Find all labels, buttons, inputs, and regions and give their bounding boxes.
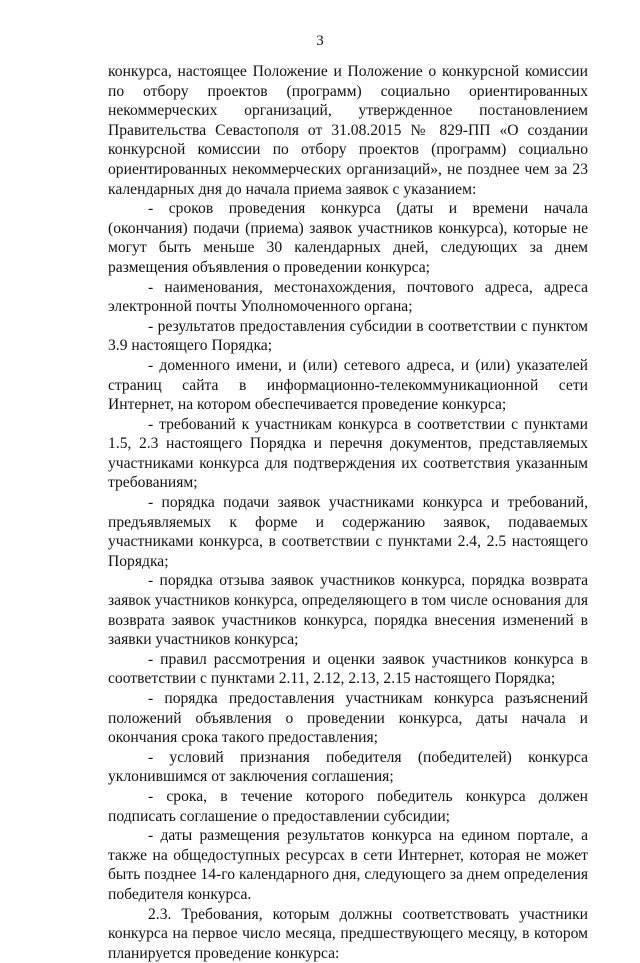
list-item: - даты размещения результатов конкурса на едином портале, а также на общедоступных ресурсах в сети Интернет, которая не может быть позднее 14-го календарного дня, следующего за днем определения победителя конкурса. xyxy=(108,827,588,903)
list-item: - срока, в течение которого победитель конкурса должен подписать соглашение о предоставлении субсидии; xyxy=(108,787,588,825)
list-item: - порядка отзыва заявок участников конкурса, порядка возврата заявок участников конкурса, определяющего в том числе основания для возврата заявок участников конкурса, порядка внесения изменений в заявки участников конкурса; xyxy=(108,572,588,649)
list-item: - порядка подачи заявок участниками конкурса и требований, предъявляемых к форме и содержанию заявок, подаваемых участниками конкурса, в соответствии с пунктами 2.4, 2.5 настоящего Порядка; xyxy=(108,494,588,570)
document-body xyxy=(108,62,588,963)
paragraph: конкурса, настоящее Положение и Положение о конкурсной комиссии по отбору проектов (программ) социально ориентированных некоммерческих организаций, утвержденное постановлением Правительства Севастополя от 31.08.2015 № 829-ПП «О создании конкурсной комиссии по отбору проектов (программ) социально ориентированных некоммерческих организаций», не позднее чем за 23 календарных дня до начала приема заявок с указанием: xyxy=(108,63,588,198)
list-item: - результатов предоставления субсидии в соответствии с пунктом 3.9 настоящего Порядка; xyxy=(108,317,588,355)
section-paragraph: 2.3. Требования, которым должны соответствовать участники конкурса на первое число месяца, предшествующего месяцу, в котором планируется проведение конкурса: xyxy=(108,905,588,962)
list-item: - правил рассмотрения и оценки заявок участников конкурса в соответствии с пунктами 2.11, 2.12, 2.13, 2.15 настоящего Порядка; xyxy=(108,650,588,688)
list-item: - сроков проведения конкурса (даты и времени начала (окончания) подачи (приема) заявок участников конкурса), которые не могут быть меньше 30 календарных дней, следующих за днем размещения объявления о проведении конкурса; xyxy=(108,200,588,276)
list-item: - доменного имени, и (или) сетевого адреса, и (или) указателей страниц сайта в информационно-телекоммуникационной сети Интернет, на котором обеспечивается проведение конкурса; xyxy=(108,356,588,414)
list-item: - наименования, местонахождения, почтового адреса, адреса электронной почты Уполномоченного органа; xyxy=(108,278,588,316)
list-item: - порядка предоставления участникам конкурса разъяснений положений объявления о проведении конкурса, даты начала и окончания срока такого предоставления; xyxy=(108,690,588,747)
list-item: - условий признания победителя (победителей) конкурса уклонившимся от заключения соглашения; xyxy=(108,748,588,786)
list-item: - требований к участникам конкурса в соответствии с пунктами 1.5, 2.3 настоящего Порядка и перечня документов, представляемых участниками конкурса для подтверждения их соответствия указанным требованиям; xyxy=(108,415,588,492)
page-number: 3 xyxy=(316,33,324,49)
